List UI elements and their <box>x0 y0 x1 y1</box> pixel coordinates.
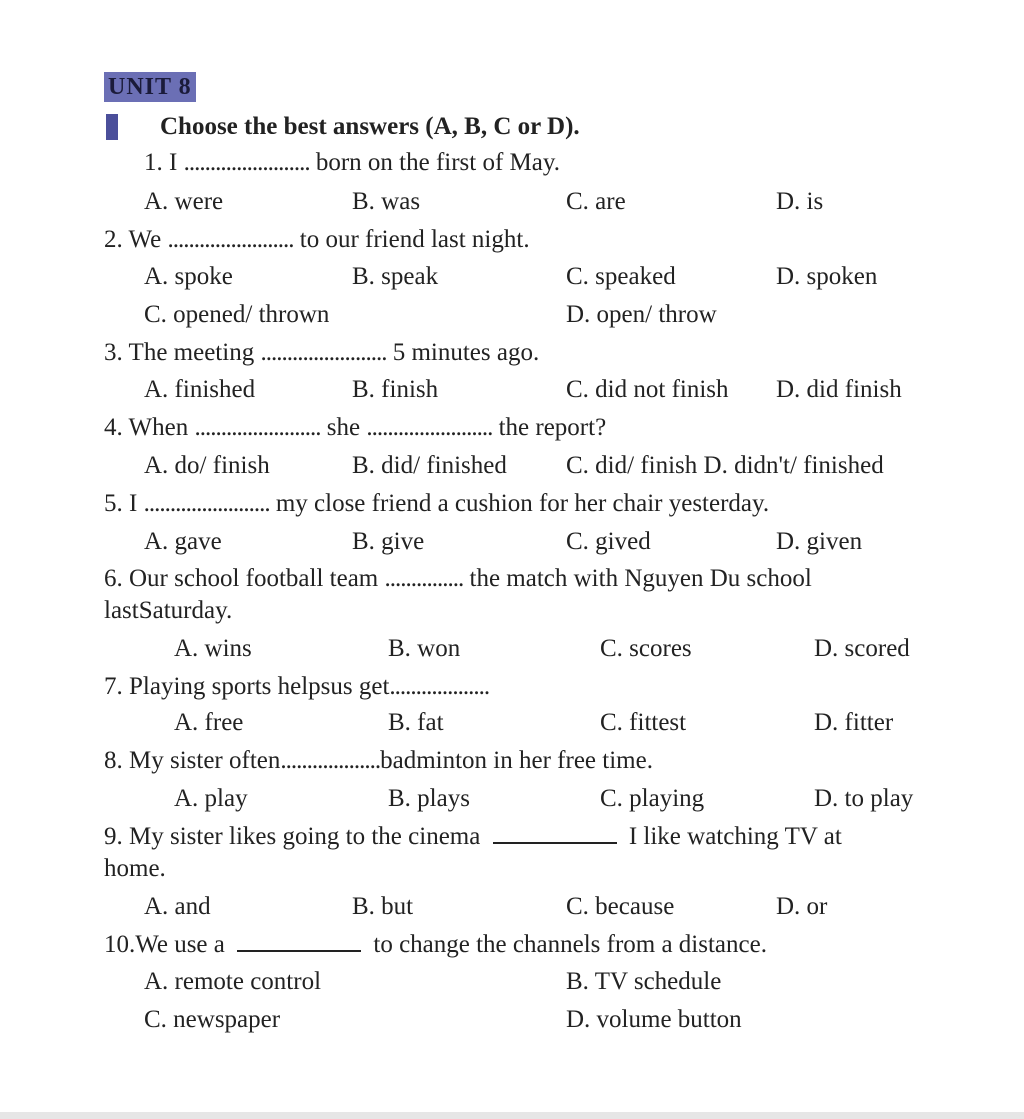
question-2-extra-option-d[interactable]: D. open/ throw <box>566 301 717 328</box>
answer-blank-2: ........................ <box>366 414 493 441</box>
question-7-stem: 7. Playing sports helpsus get................... <box>104 673 490 700</box>
page-bottom-edge <box>0 1112 1024 1119</box>
question-4-option-a[interactable]: A. do/ finish <box>144 452 270 479</box>
question-8-option-c[interactable]: C. playing <box>600 785 705 812</box>
question-2-option-d[interactable]: D. spoken <box>776 263 878 290</box>
question-5-option-a[interactable]: A. gave <box>144 528 222 555</box>
question-4-option-b[interactable]: B. did/ finished <box>352 452 507 479</box>
question-3-stem: 3. The meeting ........................ 5 minutes ago. <box>104 339 540 366</box>
question-7-option-b[interactable]: B. fat <box>388 709 444 736</box>
question-9-option-d[interactable]: D. or <box>776 893 828 920</box>
question-7-option-d[interactable]: D. fitter <box>814 709 894 736</box>
question-1-option-b[interactable]: B. was <box>352 188 421 215</box>
answer-blank <box>493 842 617 844</box>
question-7-option-a[interactable]: A. free <box>174 709 244 736</box>
question-2-option-c[interactable]: C. speaked <box>566 263 676 290</box>
question-9-stem: 9. My sister likes going to the cinema I like watching TV at <box>104 823 842 850</box>
question-3-option-a[interactable]: A. finished <box>144 376 256 403</box>
question-5-option-c[interactable]: C. gived <box>566 528 651 555</box>
question-10-option-c[interactable]: C. newspaper <box>144 1006 281 1033</box>
question-2-option-a[interactable]: A. spoke <box>144 263 233 290</box>
answer-blank: ........................ <box>143 490 270 517</box>
answer-blank: ........................ <box>167 226 294 253</box>
question-4-stem: 4. When ........................ she ........................ the report? <box>104 414 607 441</box>
question-5-option-d[interactable]: D. given <box>776 528 863 555</box>
question-5-stem: 5. I ........................ my close friend a cushion for her chair yesterday. <box>104 490 770 517</box>
question-6-stem: 6. Our school football team ............... the match with Nguyen Du school <box>104 565 812 592</box>
question-8-option-a[interactable]: A. play <box>174 785 248 812</box>
answer-blank: ........................ <box>260 339 387 366</box>
question-4-option-cd[interactable]: C. did/ finish D. didn't/ finished <box>566 452 884 479</box>
instruction: Choose the best answers (A, B, C or D). <box>160 113 580 140</box>
question-7-option-c[interactable]: C. fittest <box>600 709 687 736</box>
question-5-option-b[interactable]: B. give <box>352 528 425 555</box>
answer-blank: ................... <box>280 747 381 774</box>
question-9-option-c[interactable]: C. because <box>566 893 675 920</box>
question-8-option-b[interactable]: B. plays <box>388 785 470 812</box>
question-2-stem: 2. We ........................ to our friend last night. <box>104 226 530 253</box>
question-9-option-a[interactable]: A. and <box>144 893 211 920</box>
section-marker <box>106 114 118 140</box>
answer-blank: ........................ <box>183 149 310 176</box>
question-9-option-b[interactable]: B. but <box>352 893 414 920</box>
question-2-option-b[interactable]: B. speak <box>352 263 439 290</box>
question-6-option-c[interactable]: C. scores <box>600 635 692 662</box>
question-8-option-d[interactable]: D. to play <box>814 785 914 812</box>
question-1-option-c[interactable]: C. are <box>566 188 626 215</box>
question-3-option-b[interactable]: B. finish <box>352 376 439 403</box>
question-6-stem-line2: lastSaturday. <box>104 597 233 624</box>
question-3-option-d[interactable]: D. did finish <box>776 376 902 403</box>
question-1-option-d[interactable]: D. is <box>776 188 824 215</box>
question-6-option-b[interactable]: B. won <box>388 635 461 662</box>
question-10-stem: 10.We use a to change the channels from a distance. <box>104 931 767 958</box>
question-6-option-a[interactable]: A. wins <box>174 635 252 662</box>
question-10-option-b[interactable]: B. TV schedule <box>566 968 722 995</box>
question-9-stem-line2: home. <box>104 855 166 882</box>
question-1-stem: 1. I ........................ born on the first of May. <box>144 149 560 176</box>
answer-blank: ............... <box>384 565 464 592</box>
question-2-extra-option-c[interactable]: C. opened/ thrown <box>144 301 330 328</box>
question-3-option-c[interactable]: C. did not finish <box>566 376 729 403</box>
answer-blank <box>237 950 361 952</box>
question-10-option-a[interactable]: A. remote control <box>144 968 322 995</box>
answer-blank: ........................ <box>194 414 321 441</box>
question-10-option-d[interactable]: D. volume button <box>566 1006 742 1033</box>
question-6-option-d[interactable]: D. scored <box>814 635 910 662</box>
answer-blank: ................... <box>389 673 490 700</box>
question-8-stem: 8. My sister often...................badminton in her free time. <box>104 747 653 774</box>
unit-title: UNIT 8 <box>104 72 196 102</box>
question-1-option-a[interactable]: A. were <box>144 188 224 215</box>
